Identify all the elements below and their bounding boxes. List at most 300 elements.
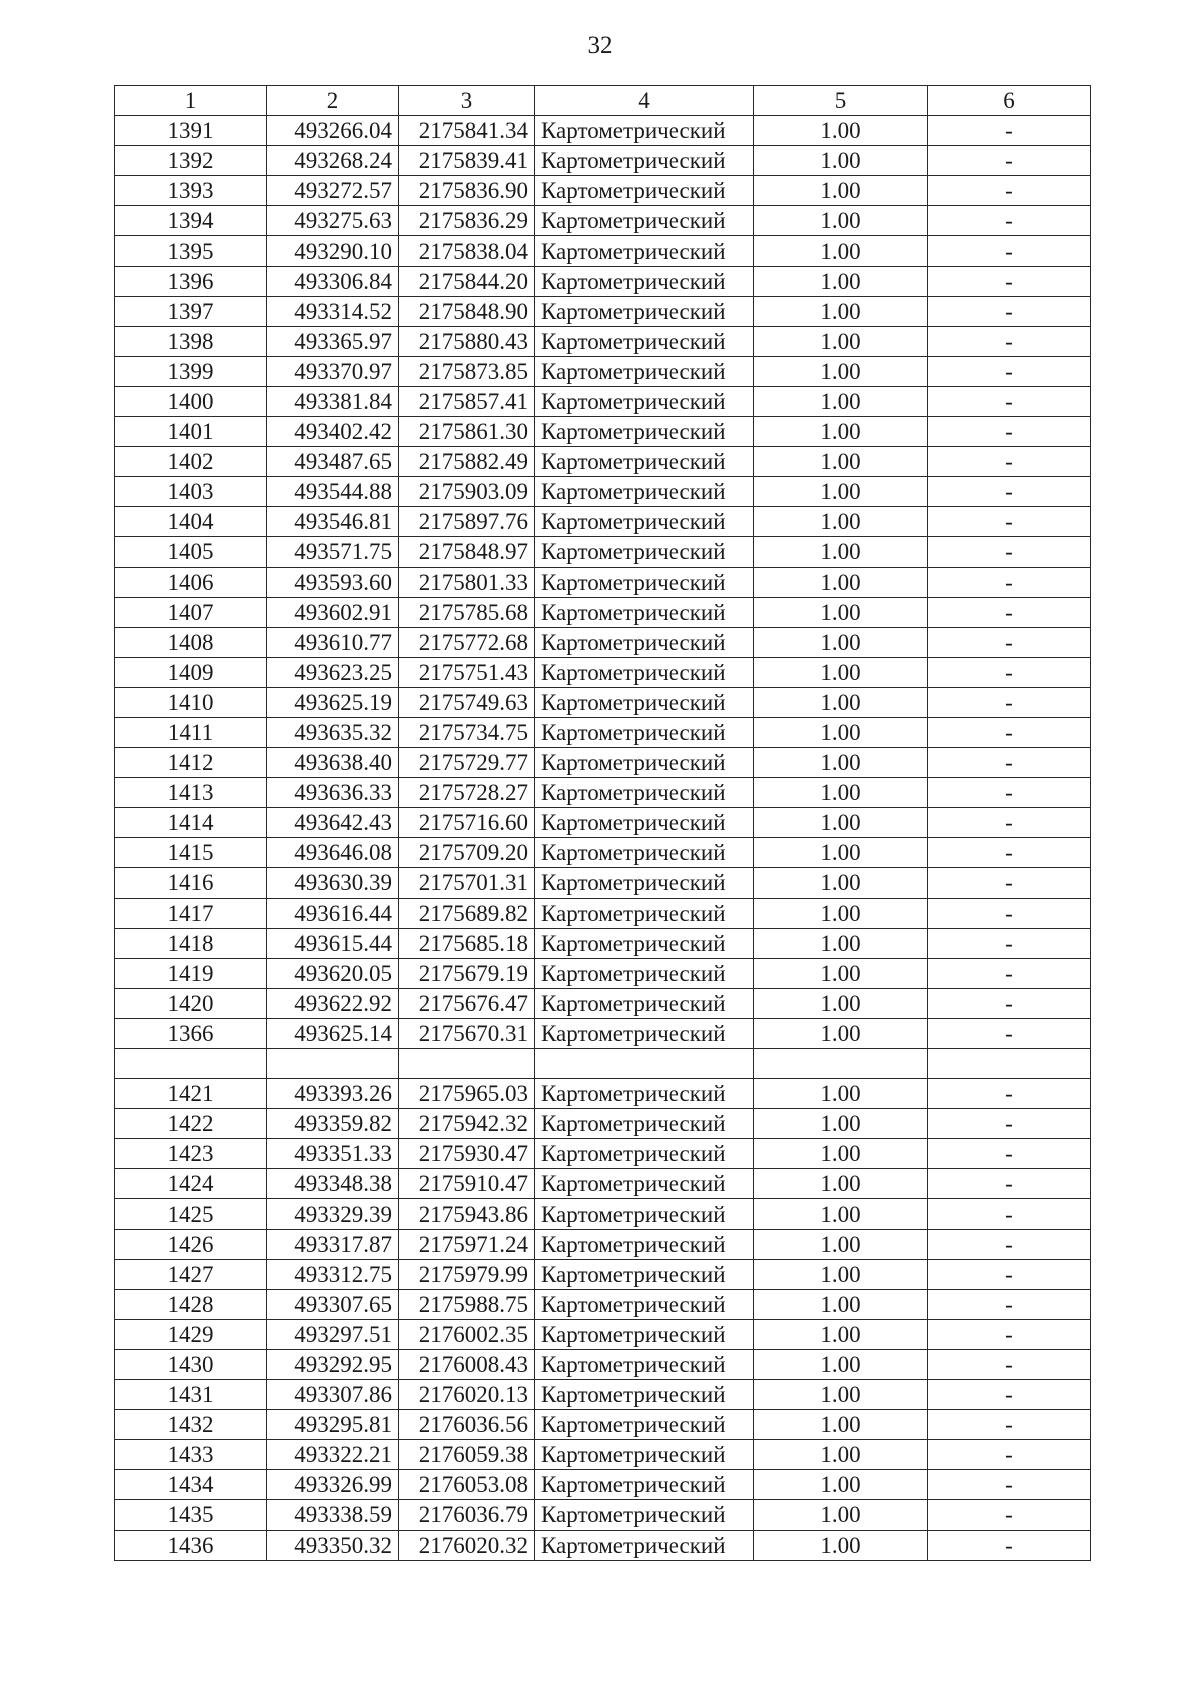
y-coordinate-cell: 2175841.34 (399, 116, 535, 146)
point-number-cell: 1391 (115, 116, 267, 146)
point-number-cell: 1426 (115, 1229, 267, 1259)
y-coordinate-cell: 2175772.68 (399, 627, 535, 657)
table-row (115, 507, 1091, 537)
table-row (115, 1109, 1091, 1139)
accuracy-cell: 1.00 (754, 1109, 928, 1139)
y-coordinate-cell: 2175873.85 (399, 356, 535, 386)
table-row (115, 1049, 1091, 1079)
method-cell: Картометрический (535, 417, 754, 447)
method-cell: Картометрический (535, 627, 754, 657)
description-cell: - (928, 356, 1091, 386)
x-coordinate-cell: 493402.42 (267, 417, 399, 447)
description-cell: - (928, 417, 1091, 447)
method-cell: Картометрический (535, 356, 754, 386)
description-cell: - (928, 236, 1091, 266)
y-coordinate-cell: 2175676.47 (399, 988, 535, 1018)
method-cell: Картометрический (535, 1380, 754, 1410)
method-cell: Картометрический (535, 1410, 754, 1440)
table-row (115, 1319, 1091, 1349)
description-cell: - (928, 1199, 1091, 1229)
accuracy-cell: 1.00 (754, 988, 928, 1018)
description-cell: - (928, 1229, 1091, 1259)
description-cell: - (928, 1169, 1091, 1199)
y-coordinate-cell: 2175689.82 (399, 898, 535, 928)
x-coordinate-cell: 493348.38 (267, 1169, 399, 1199)
point-number-cell: 1406 (115, 567, 267, 597)
accuracy-cell: 1.00 (754, 1470, 928, 1500)
x-coordinate-cell: 493350.32 (267, 1530, 399, 1560)
y-coordinate-cell: 2175749.63 (399, 687, 535, 717)
x-coordinate-cell: 493329.39 (267, 1199, 399, 1229)
y-coordinate-cell: 2175882.49 (399, 447, 535, 477)
point-number-cell: 1429 (115, 1319, 267, 1349)
point-number-cell: 1399 (115, 356, 267, 386)
table-row (115, 988, 1091, 1018)
table-row (115, 116, 1091, 146)
description-cell: - (928, 717, 1091, 747)
y-coordinate-cell: 2175716.60 (399, 808, 535, 838)
y-coordinate-cell: 2175801.33 (399, 567, 535, 597)
table-row (115, 627, 1091, 657)
x-coordinate-cell: 493638.40 (267, 748, 399, 778)
description-cell: - (928, 1380, 1091, 1410)
table-row (115, 176, 1091, 206)
description-cell: - (928, 1139, 1091, 1169)
point-number-cell: 1409 (115, 657, 267, 687)
x-coordinate-cell (267, 1049, 399, 1079)
point-number-cell: 1416 (115, 868, 267, 898)
method-cell: Картометрический (535, 988, 754, 1018)
method-cell: Картометрический (535, 958, 754, 988)
description-cell: - (928, 627, 1091, 657)
y-coordinate-cell: 2175848.90 (399, 296, 535, 326)
x-coordinate-cell: 493266.04 (267, 116, 399, 146)
description-cell: - (928, 958, 1091, 988)
method-cell: Картометрический (535, 477, 754, 507)
column-header: 5 (754, 86, 928, 116)
accuracy-cell: 1.00 (754, 717, 928, 747)
accuracy-cell: 1.00 (754, 1440, 928, 1470)
x-coordinate-cell: 493314.52 (267, 296, 399, 326)
method-cell: Картометрический (535, 687, 754, 717)
method-cell: Картометрический (535, 296, 754, 326)
description-cell: - (928, 116, 1091, 146)
accuracy-cell: 1.00 (754, 898, 928, 928)
description-cell: - (928, 838, 1091, 868)
x-coordinate-cell: 493544.88 (267, 477, 399, 507)
table-row (115, 326, 1091, 356)
point-number-cell: 1366 (115, 1018, 267, 1048)
method-cell: Картометрический (535, 1018, 754, 1048)
method-cell: Картометрический (535, 507, 754, 537)
table-row (115, 537, 1091, 567)
accuracy-cell: 1.00 (754, 266, 928, 296)
y-coordinate-cell: 2175930.47 (399, 1139, 535, 1169)
table-row (115, 1440, 1091, 1470)
y-coordinate-cell: 2176002.35 (399, 1319, 535, 1349)
y-coordinate-cell: 2175965.03 (399, 1079, 535, 1109)
method-cell: Картометрический (535, 717, 754, 747)
point-number-cell: 1434 (115, 1470, 267, 1500)
description-cell: - (928, 1530, 1091, 1560)
method-cell: Картометрический (535, 1109, 754, 1139)
y-coordinate-cell: 2175836.29 (399, 206, 535, 236)
description-cell: - (928, 176, 1091, 206)
y-coordinate-cell: 2176053.08 (399, 1470, 535, 1500)
method-cell: Картометрический (535, 447, 754, 477)
table-row (115, 1380, 1091, 1410)
method-cell: Картометрический (535, 898, 754, 928)
y-coordinate-cell: 2175897.76 (399, 507, 535, 537)
description-cell (928, 1049, 1091, 1079)
point-number-cell: 1417 (115, 898, 267, 928)
y-coordinate-cell: 2176020.13 (399, 1380, 535, 1410)
accuracy-cell: 1.00 (754, 748, 928, 778)
point-number-cell: 1431 (115, 1380, 267, 1410)
description-cell: - (928, 868, 1091, 898)
description-cell: - (928, 928, 1091, 958)
point-number-cell: 1405 (115, 537, 267, 567)
accuracy-cell: 1.00 (754, 1018, 928, 1048)
accuracy-cell: 1.00 (754, 1319, 928, 1349)
point-number-cell: 1432 (115, 1410, 267, 1440)
accuracy-cell: 1.00 (754, 1500, 928, 1530)
x-coordinate-cell: 493620.05 (267, 958, 399, 988)
method-cell: Картометрический (535, 1259, 754, 1289)
y-coordinate-cell: 2176020.32 (399, 1530, 535, 1560)
method-cell: Картометрический (535, 1319, 754, 1349)
table-row (115, 808, 1091, 838)
point-number-cell: 1427 (115, 1259, 267, 1289)
point-number-cell: 1422 (115, 1109, 267, 1139)
method-cell: Картометрический (535, 1500, 754, 1530)
accuracy-cell: 1.00 (754, 958, 928, 988)
table-row (115, 236, 1091, 266)
coordinates-table (114, 85, 1091, 1561)
method-cell: Картометрический (535, 1139, 754, 1169)
point-number-cell: 1435 (115, 1500, 267, 1530)
method-cell: Картометрический (535, 838, 754, 868)
y-coordinate-cell: 2175670.31 (399, 1018, 535, 1048)
x-coordinate-cell: 493642.43 (267, 808, 399, 838)
description-cell: - (928, 1349, 1091, 1379)
y-coordinate-cell: 2175734.75 (399, 717, 535, 747)
point-number-cell: 1412 (115, 748, 267, 778)
column-header: 2 (267, 86, 399, 116)
header-row (115, 86, 1091, 116)
accuracy-cell: 1.00 (754, 1530, 928, 1560)
x-coordinate-cell: 493275.63 (267, 206, 399, 236)
x-coordinate-cell: 493635.32 (267, 717, 399, 747)
point-number-cell: 1419 (115, 958, 267, 988)
y-coordinate-cell: 2175728.27 (399, 778, 535, 808)
description-cell: - (928, 567, 1091, 597)
table-row (115, 1289, 1091, 1319)
method-cell: Картометрический (535, 1289, 754, 1319)
description-cell: - (928, 1470, 1091, 1500)
description-cell: - (928, 1259, 1091, 1289)
accuracy-cell: 1.00 (754, 1229, 928, 1259)
table-row (115, 356, 1091, 386)
table-body (115, 116, 1091, 1561)
description-cell: - (928, 1440, 1091, 1470)
x-coordinate-cell: 493295.81 (267, 1410, 399, 1440)
y-coordinate-cell: 2175785.68 (399, 597, 535, 627)
accuracy-cell: 1.00 (754, 1289, 928, 1319)
x-coordinate-cell: 493616.44 (267, 898, 399, 928)
point-number-cell: 1410 (115, 687, 267, 717)
x-coordinate-cell: 493370.97 (267, 356, 399, 386)
point-number-cell: 1398 (115, 326, 267, 356)
description-cell: - (928, 988, 1091, 1018)
method-cell: Картометрический (535, 1440, 754, 1470)
table-row (115, 567, 1091, 597)
x-coordinate-cell: 493297.51 (267, 1319, 399, 1349)
table-row (115, 928, 1091, 958)
y-coordinate-cell: 2175844.20 (399, 266, 535, 296)
table-row (115, 1410, 1091, 1440)
y-coordinate-cell: 2175880.43 (399, 326, 535, 356)
column-header: 6 (928, 86, 1091, 116)
point-number-cell: 1400 (115, 386, 267, 416)
x-coordinate-cell: 493365.97 (267, 326, 399, 356)
table-row (115, 838, 1091, 868)
table-row (115, 1500, 1091, 1530)
table-row (115, 1470, 1091, 1500)
description-cell: - (928, 687, 1091, 717)
table-row (115, 1169, 1091, 1199)
method-cell: Картометрический (535, 868, 754, 898)
x-coordinate-cell: 493307.65 (267, 1289, 399, 1319)
y-coordinate-cell: 2175709.20 (399, 838, 535, 868)
y-coordinate-cell: 2175848.97 (399, 537, 535, 567)
table-row (115, 1199, 1091, 1229)
method-cell: Картометрический (535, 116, 754, 146)
y-coordinate-cell: 2175910.47 (399, 1169, 535, 1199)
table-header (115, 86, 1091, 116)
table-row (115, 477, 1091, 507)
x-coordinate-cell: 493317.87 (267, 1229, 399, 1259)
x-coordinate-cell: 493322.21 (267, 1440, 399, 1470)
point-number-cell: 1401 (115, 417, 267, 447)
method-cell: Картометрический (535, 657, 754, 687)
table-row (115, 1349, 1091, 1379)
method-cell: Картометрический (535, 567, 754, 597)
method-cell: Картометрический (535, 386, 754, 416)
method-cell: Картометрический (535, 1199, 754, 1229)
method-cell: Картометрический (535, 176, 754, 206)
x-coordinate-cell: 493312.75 (267, 1259, 399, 1289)
table-row (115, 597, 1091, 627)
y-coordinate-cell: 2175943.86 (399, 1199, 535, 1229)
page-number: 32 (587, 32, 613, 59)
point-number-cell: 1415 (115, 838, 267, 868)
description-cell: - (928, 657, 1091, 687)
accuracy-cell: 1.00 (754, 567, 928, 597)
x-coordinate-cell: 493381.84 (267, 386, 399, 416)
y-coordinate-cell: 2175839.41 (399, 146, 535, 176)
point-number-cell: 1411 (115, 717, 267, 747)
point-number-cell: 1395 (115, 236, 267, 266)
accuracy-cell: 1.00 (754, 116, 928, 146)
x-coordinate-cell: 493359.82 (267, 1109, 399, 1139)
table-row (115, 146, 1091, 176)
point-number-cell: 1407 (115, 597, 267, 627)
x-coordinate-cell: 493487.65 (267, 447, 399, 477)
point-number-cell: 1393 (115, 176, 267, 206)
accuracy-cell: 1.00 (754, 1079, 928, 1109)
column-header: 4 (535, 86, 754, 116)
accuracy-cell: 1.00 (754, 537, 928, 567)
accuracy-cell: 1.00 (754, 326, 928, 356)
point-number-cell: 1433 (115, 1440, 267, 1470)
table-row (115, 1018, 1091, 1048)
description-cell: - (928, 1079, 1091, 1109)
table-row (115, 1229, 1091, 1259)
method-cell: Картометрический (535, 326, 754, 356)
table-row (115, 266, 1091, 296)
point-number-cell: 1397 (115, 296, 267, 326)
description-cell: - (928, 1289, 1091, 1319)
accuracy-cell: 1.00 (754, 1349, 928, 1379)
method-cell: Картометрический (535, 1229, 754, 1259)
method-cell: Картометрический (535, 597, 754, 627)
x-coordinate-cell: 493610.77 (267, 627, 399, 657)
description-cell: - (928, 597, 1091, 627)
point-number-cell (115, 1049, 267, 1079)
table-row (115, 687, 1091, 717)
table-row (115, 417, 1091, 447)
method-cell: Картометрический (535, 236, 754, 266)
table-row (115, 1079, 1091, 1109)
method-cell: Картометрический (535, 778, 754, 808)
x-coordinate-cell: 493290.10 (267, 236, 399, 266)
accuracy-cell: 1.00 (754, 1380, 928, 1410)
accuracy-cell: 1.00 (754, 176, 928, 206)
table-row (115, 898, 1091, 928)
point-number-cell: 1402 (115, 447, 267, 477)
x-coordinate-cell: 493602.91 (267, 597, 399, 627)
x-coordinate-cell: 493272.57 (267, 176, 399, 206)
point-number-cell: 1413 (115, 778, 267, 808)
description-cell: - (928, 1109, 1091, 1139)
accuracy-cell (754, 1049, 928, 1079)
table-row (115, 717, 1091, 747)
description-cell: - (928, 1410, 1091, 1440)
table-row (115, 447, 1091, 477)
description-cell: - (928, 326, 1091, 356)
description-cell: - (928, 537, 1091, 567)
point-number-cell: 1421 (115, 1079, 267, 1109)
y-coordinate-cell (399, 1049, 535, 1079)
x-coordinate-cell: 493593.60 (267, 567, 399, 597)
method-cell: Картометрический (535, 1349, 754, 1379)
method-cell: Картометрический (535, 1169, 754, 1199)
y-coordinate-cell: 2176036.56 (399, 1410, 535, 1440)
point-number-cell: 1425 (115, 1199, 267, 1229)
description-cell: - (928, 1500, 1091, 1530)
column-header: 3 (399, 86, 535, 116)
point-number-cell: 1394 (115, 206, 267, 236)
point-number-cell: 1420 (115, 988, 267, 1018)
x-coordinate-cell: 493571.75 (267, 537, 399, 567)
accuracy-cell: 1.00 (754, 386, 928, 416)
y-coordinate-cell: 2175979.99 (399, 1259, 535, 1289)
x-coordinate-cell: 493292.95 (267, 1349, 399, 1379)
y-coordinate-cell: 2175685.18 (399, 928, 535, 958)
y-coordinate-cell: 2175838.04 (399, 236, 535, 266)
accuracy-cell: 1.00 (754, 477, 928, 507)
method-cell: Картометрический (535, 1079, 754, 1109)
method-cell: Картометрический (535, 928, 754, 958)
point-number-cell: 1428 (115, 1289, 267, 1319)
accuracy-cell: 1.00 (754, 296, 928, 326)
x-coordinate-cell: 493307.86 (267, 1380, 399, 1410)
x-coordinate-cell: 493623.25 (267, 657, 399, 687)
point-number-cell: 1408 (115, 627, 267, 657)
accuracy-cell: 1.00 (754, 1169, 928, 1199)
description-cell: - (928, 1319, 1091, 1349)
description-cell: - (928, 748, 1091, 778)
table-row (115, 748, 1091, 778)
point-number-cell: 1403 (115, 477, 267, 507)
accuracy-cell: 1.00 (754, 657, 928, 687)
y-coordinate-cell: 2175729.77 (399, 748, 535, 778)
point-number-cell: 1424 (115, 1169, 267, 1199)
y-coordinate-cell: 2175836.90 (399, 176, 535, 206)
y-coordinate-cell: 2175971.24 (399, 1229, 535, 1259)
x-coordinate-cell: 493351.33 (267, 1139, 399, 1169)
accuracy-cell: 1.00 (754, 447, 928, 477)
description-cell: - (928, 447, 1091, 477)
column-header: 1 (115, 86, 267, 116)
point-number-cell: 1423 (115, 1139, 267, 1169)
method-cell: Картометрический (535, 146, 754, 176)
table-row (115, 1259, 1091, 1289)
description-cell: - (928, 507, 1091, 537)
x-coordinate-cell: 493546.81 (267, 507, 399, 537)
y-coordinate-cell: 2175988.75 (399, 1289, 535, 1319)
x-coordinate-cell: 493630.39 (267, 868, 399, 898)
x-coordinate-cell: 493622.92 (267, 988, 399, 1018)
description-cell: - (928, 386, 1091, 416)
y-coordinate-cell: 2175701.31 (399, 868, 535, 898)
point-number-cell: 1404 (115, 507, 267, 537)
method-cell: Картометрический (535, 537, 754, 567)
x-coordinate-cell: 493646.08 (267, 838, 399, 868)
y-coordinate-cell: 2176008.43 (399, 1349, 535, 1379)
description-cell: - (928, 206, 1091, 236)
accuracy-cell: 1.00 (754, 627, 928, 657)
x-coordinate-cell: 493625.19 (267, 687, 399, 717)
accuracy-cell: 1.00 (754, 1410, 928, 1440)
accuracy-cell: 1.00 (754, 1199, 928, 1229)
point-number-cell: 1430 (115, 1349, 267, 1379)
method-cell: Картометрический (535, 808, 754, 838)
point-number-cell: 1436 (115, 1530, 267, 1560)
description-cell: - (928, 808, 1091, 838)
method-cell: Картометрический (535, 1470, 754, 1500)
table-row (115, 657, 1091, 687)
x-coordinate-cell: 493615.44 (267, 928, 399, 958)
method-cell: Картометрический (535, 266, 754, 296)
point-number-cell: 1392 (115, 146, 267, 176)
x-coordinate-cell: 493625.14 (267, 1018, 399, 1048)
description-cell: - (928, 898, 1091, 928)
description-cell: - (928, 477, 1091, 507)
x-coordinate-cell: 493393.26 (267, 1079, 399, 1109)
accuracy-cell: 1.00 (754, 356, 928, 386)
